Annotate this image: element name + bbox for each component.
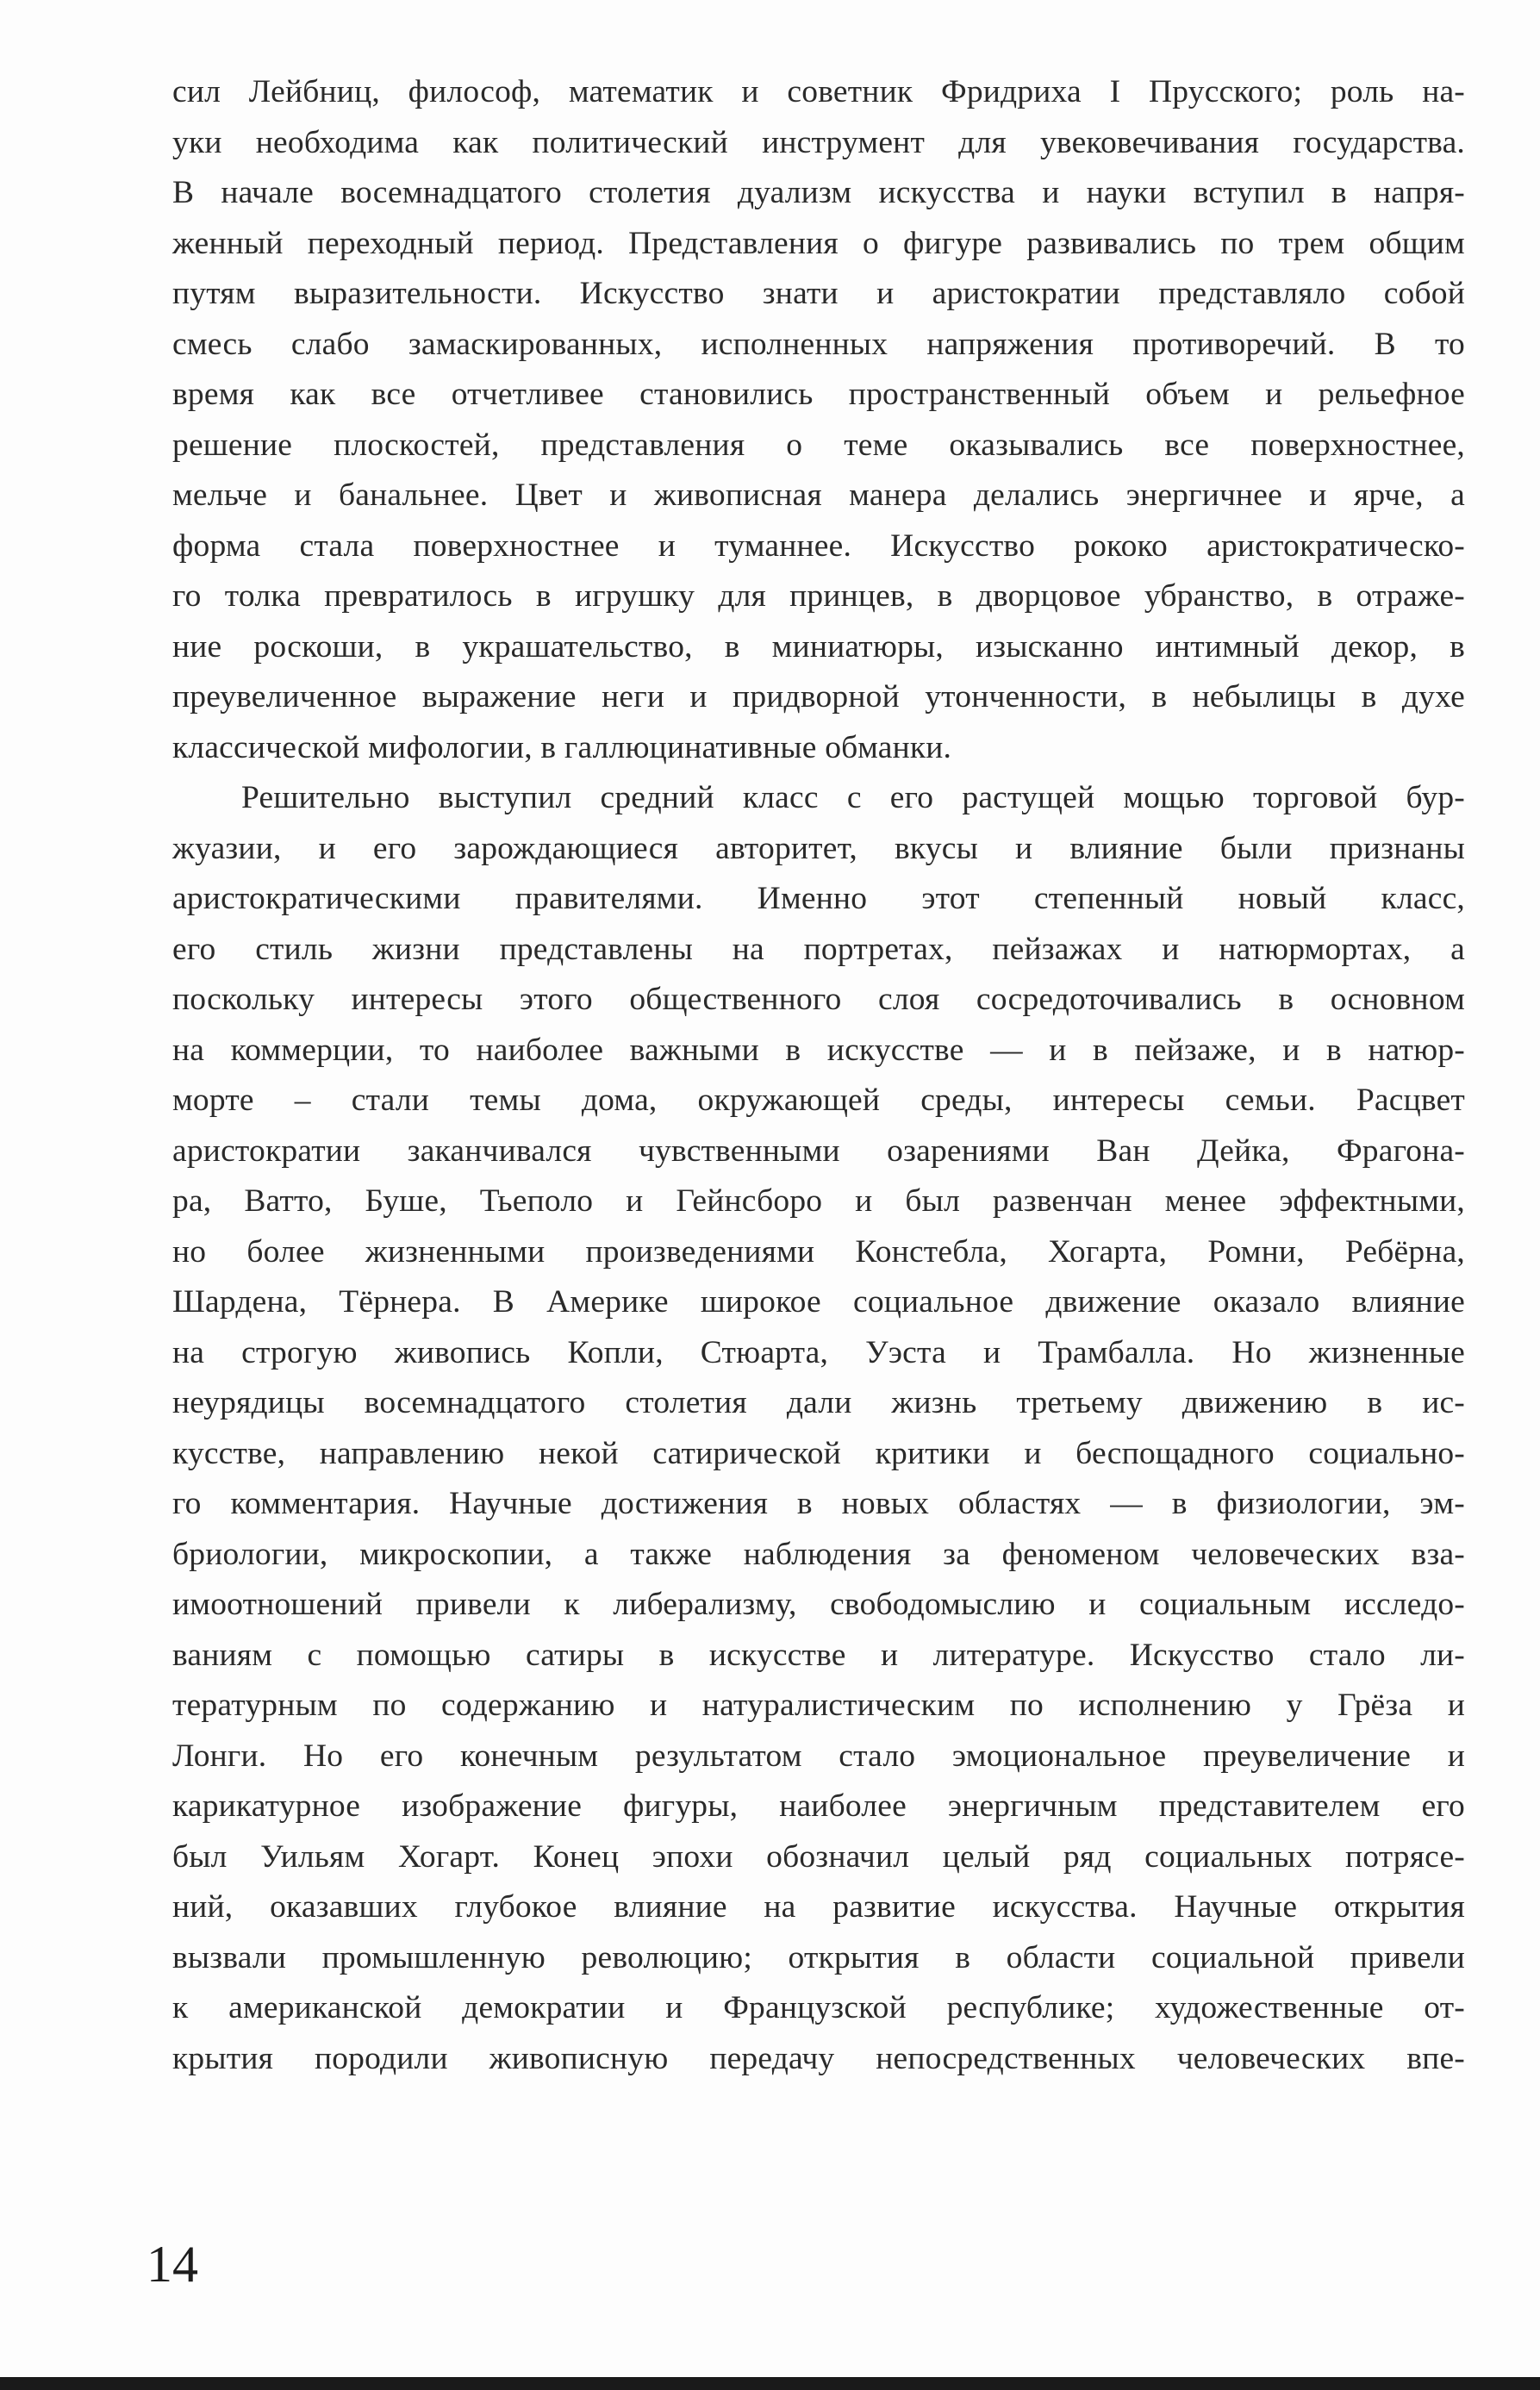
paragraph — [172, 773, 1465, 2084]
text-line: смесь слабо замаскированных, исполненных напряжения противоречий. В то — [172, 326, 1465, 362]
text-line: мельче и банальнее. Цвет и живописная манера делались энергичнее и ярче, а — [172, 477, 1465, 513]
text-line: Решительно выступил средний класс с его растущей мощью торговой бур- — [241, 780, 1465, 815]
text-line: неурядицы восемнадцатого столетия дали жизнь третьему движению в ис- — [172, 1385, 1465, 1420]
text-line: на строгую живопись Копли, Стюарта, Уэста и Трамбалла. Но жизненные — [172, 1334, 1465, 1370]
text-line: ние роскоши, в украшательство, в миниатюры, изысканно интимный декор, в — [172, 628, 1465, 665]
text-line: на коммерции, то наиболее важными в искусстве — и в пейзаже, и в натюр- — [172, 1032, 1465, 1068]
text-line: жуазии, и его зарождающиеся авторитет, вкусы и влияние были признаны — [172, 830, 1465, 866]
text-line: вызвали промышленную революцию; открытия в области социальной привели — [172, 1939, 1465, 1975]
text-line: классической мифологии, в галлюцинативные обманки. — [172, 729, 952, 765]
text-line: Шардена, Тёрнера. В Америке широкое социальное движение оказало влияние — [172, 1284, 1465, 1320]
text-line: аристократическими правителями. Именно этот степенный новый класс, — [172, 881, 1465, 916]
text-line: крытия породили живописную передачу непосредственных человеческих впе- — [172, 2040, 1465, 2076]
text-line: го комментария. Научные достижения в новых областях — в физиологии, эм- — [172, 1486, 1465, 1521]
text-line: время как все отчетливее становились пространственный объем и рельефное — [172, 377, 1465, 412]
text-line: уки необходима как политический инструмент для увековечивания государства. — [172, 124, 1465, 160]
text-line: путям выразительности. Искусство знати и аристократии представляло собой — [172, 276, 1465, 311]
text-line: ра, Ватто, Буше, Тьеполо и Гейнсборо и был развенчан менее эффектными, — [172, 1183, 1465, 1219]
text-line: го толка превратилось в игрушку для принцев, в дворцовое убранство, в отраже- — [172, 578, 1465, 614]
text-line: ваниям с помощью сатиры в искусстве и литературе. Искусство стало ли- — [172, 1637, 1465, 1673]
text-line: тературным по содержанию и натуралистическим по исполнению у Грёза и — [172, 1688, 1465, 1723]
body-text — [172, 67, 1465, 2084]
page-number: 14 — [147, 2236, 198, 2293]
text-line: морте – стали темы дома, окружающей среды, интересы семьи. Расцвет — [172, 1083, 1465, 1118]
text-line: к американской демократии и Французской республике; художественные от- — [172, 1990, 1465, 2025]
paragraph — [172, 67, 1465, 773]
text-line: карикатурное изображение фигуры, наиболее энергичным представителем его — [172, 1788, 1465, 1824]
text-line: преувеличенное выражение неги и придворной утонченности, в небылицы в духе — [172, 679, 1465, 715]
text-line: аристократии заканчивался чувственными озарениями Ван Дейка, Фрагона- — [172, 1133, 1465, 1169]
text-line: сил Лейбниц, философ, математик и советник Фридриха I Прусского; роль на- — [172, 74, 1465, 109]
text-line: кусстве, направлению некой сатирической критики и беспощадного социально- — [172, 1435, 1465, 1471]
text-line: бриологии, микроскопии, а также наблюдения за феноменом человеческих вза- — [172, 1536, 1465, 1572]
text-line: но более жизненными произведениями Констебла, Хогарта, Ромни, Ребёрна, — [172, 1233, 1465, 1270]
text-line: ний, оказавших глубокое влияние на развитие искусства. Научные открытия — [172, 1889, 1465, 1925]
text-line: поскольку интересы этого общественного слоя сосредоточивались в основном — [172, 982, 1465, 1017]
text-line: имоотношений привели к либерализму, свободомыслию и социальным исследо- — [172, 1587, 1465, 1622]
scan-bottom-edge — [0, 2377, 1540, 2390]
text-line: Лонги. Но его конечным результатом стало эмоциональное преувеличение и — [172, 1738, 1465, 1774]
text-line: его стиль жизни представлены на портретах, пейзажах и натюрмортах, а — [172, 931, 1465, 967]
text-line: был Уильям Хогарт. Конец эпохи обозначил целый ряд социальных потрясе- — [172, 1838, 1465, 1875]
text-line: женный переходный период. Представления о фигуре развивались по трем общим — [172, 225, 1465, 261]
text-line: В начале восемнадцатого столетия дуализм искусства и науки вступил в напря- — [172, 175, 1465, 210]
text-line: форма стала поверхностнее и туманнее. Искусство рококо аристократическо- — [172, 527, 1465, 564]
text-line: решение плоскостей, представления о теме оказывались все поверхностнее, — [172, 427, 1465, 463]
